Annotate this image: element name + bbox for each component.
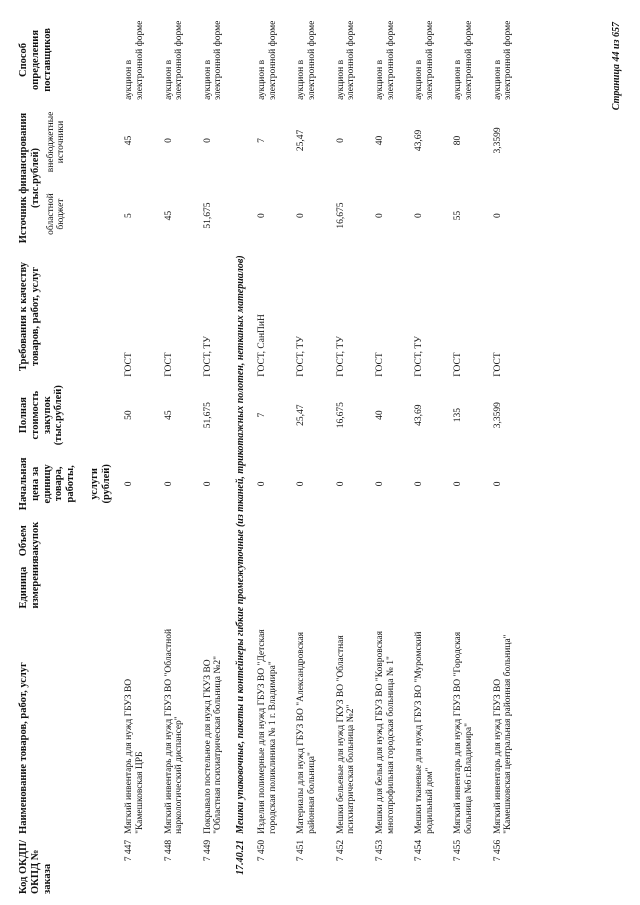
- cell-method: аукцион в электронной форме: [202, 20, 224, 100]
- cell-initial-price: 0: [163, 481, 174, 487]
- cell-funding-offbudget: 7: [257, 138, 268, 143]
- cell-funding-offbudget: 45: [124, 135, 135, 146]
- cell-unit: [326, 564, 365, 611]
- cell-funding-offbudget: 80: [453, 135, 464, 146]
- cell-full-cost: 51,675: [202, 402, 213, 429]
- cell-code: 7 454: [414, 839, 425, 862]
- cell-unit: [483, 564, 522, 611]
- cell-quality: ГОСТ: [163, 352, 174, 377]
- cell-funding-offbudget: 40: [374, 135, 385, 146]
- cell-full-cost: 135: [453, 408, 464, 423]
- cell-unit: [193, 564, 232, 611]
- cell-method: аукцион в электронной форме: [374, 20, 396, 100]
- cell-method: аукцион в электронной форме: [257, 20, 278, 100]
- cell-unit: [404, 564, 443, 611]
- cell-method: аукцион в электронной форме: [335, 20, 357, 100]
- cell-full-cost: 16,675: [335, 402, 346, 429]
- cell-volume: [193, 517, 232, 564]
- table-body: [114, 17, 522, 897]
- table-row: [114, 17, 153, 897]
- cell-quality: ГОСТ: [374, 352, 385, 377]
- cell-initial-price: 0: [124, 481, 135, 487]
- cell-name: Мягкий инвентарь для нужд ГБУЗ ВО "Камешковская центральная районная больница": [492, 634, 514, 834]
- table-row: [326, 17, 365, 897]
- cell-volume: [365, 517, 404, 564]
- cell-initial-price: 0: [453, 481, 464, 487]
- cell-funding-regional: 0: [296, 213, 307, 218]
- header-volume: Объем закупок: [18, 521, 41, 560]
- cell-code: 7 452: [335, 839, 346, 862]
- header-initial-price-note: услуги (рублей): [88, 464, 112, 504]
- cell-funding-regional: 55: [453, 210, 464, 221]
- cell-name: Мягкий инвентарь для нужд ГБУЗ ВО "Городская больница №6 г.Владимира": [453, 631, 475, 834]
- header-funding-offbudget: внебюджетные источники: [45, 111, 67, 173]
- header-code: Код ОКДП/ ОКПД № заказа: [18, 839, 53, 894]
- cell-method: аукцион в электронной форме: [163, 20, 185, 100]
- cell-full-cost: 3,3599: [492, 402, 503, 429]
- cell-funding-offbudget: 3,3599: [492, 127, 503, 154]
- cell-funding-regional: 16,675: [335, 202, 346, 229]
- header-full-cost: Полная стоимость закупок (тыс.рублей): [18, 385, 65, 446]
- cell-initial-price: 0: [335, 481, 346, 487]
- cell-funding-offbudget: 43,69: [414, 129, 425, 152]
- cell-initial-price: 0: [202, 481, 213, 487]
- cell-funding-offbudget: 25,47: [296, 129, 307, 152]
- cell-name: Покрывало постельное для нужд ГКУЗ ВО "Областная психиатрическая больница №2": [202, 655, 224, 834]
- table-header: [16, 17, 114, 897]
- cell-code: 7 448: [163, 839, 174, 862]
- procurement-table: [16, 17, 522, 897]
- cell-full-cost: 43,69: [414, 404, 425, 426]
- cell-quality: ГОСТ: [453, 352, 464, 377]
- table-row: [365, 17, 404, 897]
- cell-quality: ГОСТ, ТУ: [414, 336, 425, 377]
- cell-initial-price: 0: [492, 481, 503, 487]
- table-row: [483, 17, 522, 897]
- cell-unit: [365, 564, 404, 611]
- cell-name: Мешки для белья для нужд ГБУЗ ВО "Ковровская многопрофильная городская больница № 1": [374, 631, 396, 834]
- cell-unit: [286, 564, 325, 611]
- cell-full-cost: 40: [374, 410, 385, 420]
- cell-initial-price: 0: [296, 481, 307, 487]
- cell-quality: ГОСТ, ТУ: [202, 336, 213, 377]
- cell-method: аукцион в электронной форме: [492, 20, 514, 100]
- header-quality: Требования к качеству товаров, работ, услуг: [18, 261, 41, 371]
- cell-method: аукцион в электронной форме: [124, 20, 145, 100]
- cell-name: Изделия полимерные для нужд ГБУЗ ВО "Детская городская поликлиника № 1 г. Владимира": [257, 629, 278, 834]
- cell-funding-offbudget: 0: [163, 138, 174, 143]
- table-group-row: [232, 17, 247, 897]
- cell-code: 7 455: [453, 839, 464, 862]
- cell-volume: [247, 517, 286, 564]
- cell-code: 7 447: [124, 839, 135, 862]
- header-method: Способ определения поставщиков: [18, 28, 53, 92]
- header-funding: [16, 103, 114, 253]
- table-row: [404, 17, 443, 897]
- cell-name: Мягкий инвентарь для нужд ГБУЗ ВО "Камешковская ЦРБ: [124, 678, 145, 834]
- cell-funding-regional: 5: [124, 213, 135, 218]
- cell-method: аукцион в электронной форме: [414, 20, 435, 100]
- header-initial-price: [16, 451, 114, 518]
- cell-quality: ГОСТ, ТУ: [296, 336, 307, 377]
- cell-unit: [443, 564, 482, 611]
- cell-unit: [154, 564, 193, 611]
- cell-funding-regional: 0: [374, 213, 385, 218]
- header-funding-text: Источник финансирования (тыс.рублей): [18, 112, 41, 244]
- cell-funding-regional: 45: [163, 210, 174, 221]
- group-code: 17.40.21: [235, 839, 246, 875]
- header-name: Наименование товаров, работ, услуг: [18, 662, 29, 834]
- cell-initial-price: 0: [257, 481, 268, 487]
- cell-name: Мешки бельевые для нужд ГКУЗ ВО "Областная психиатрическая больница №2": [335, 635, 357, 834]
- table-row: [154, 17, 193, 897]
- cell-full-cost: 25,47: [296, 404, 307, 426]
- cell-full-cost: 45: [163, 410, 174, 420]
- cell-name: Материалы для нужд ГБУЗ ВО "Александровская районная больница": [296, 632, 318, 834]
- cell-initial-price: 0: [414, 481, 425, 487]
- cell-name: Мешки тканевые для нужд ГБУЗ ВО "Муромский родильный дом": [414, 631, 435, 834]
- cell-volume: [483, 517, 522, 564]
- cell-code: 7 449: [202, 839, 213, 862]
- cell-method: аукцион в электронной форме: [453, 20, 475, 100]
- table-row: [443, 17, 482, 897]
- cell-volume: [326, 517, 365, 564]
- cell-quality: ГОСТ: [124, 352, 135, 377]
- table-row: [247, 17, 286, 897]
- cell-quality: ГОСТ, ТУ: [335, 336, 346, 377]
- cell-funding-regional: 51,675: [202, 202, 213, 229]
- group-title: Мешки упаковочные, пакеты и контейнеры гибкие промежуточные (из тканей, трикотажных полотен, нетканых материалов): [235, 255, 246, 834]
- cell-code: 7 450: [257, 839, 268, 862]
- header-funding-regional: областной бюджет: [45, 193, 67, 235]
- cell-full-cost: 50: [124, 410, 135, 420]
- cell-volume: [443, 517, 482, 564]
- cell-volume: [154, 517, 193, 564]
- cell-funding-regional: 0: [414, 213, 425, 218]
- cell-quality: ГОСТ, СанПиН: [257, 314, 268, 377]
- cell-funding-offbudget: 0: [335, 138, 346, 143]
- cell-quality: ГОСТ: [492, 352, 503, 377]
- cell-unit: [114, 564, 153, 611]
- header-unit: Единица измерения: [18, 558, 41, 609]
- page-footer: Страница 44 из 657: [611, 22, 622, 111]
- cell-method: аукцион в электронной форме: [296, 20, 318, 100]
- cell-unit: [247, 564, 286, 611]
- table-row: [286, 17, 325, 897]
- cell-full-cost: 7: [257, 412, 268, 418]
- cell-funding-offbudget: 0: [202, 138, 213, 143]
- cell-name: Мягкий инвентарь для нужд ГБУЗ ВО "Областной наркологический диспансер": [163, 628, 185, 834]
- cell-funding-regional: 0: [257, 213, 268, 218]
- cell-initial-price: 0: [374, 481, 385, 487]
- header-initial-price-text: Начальная цена за единицу товара, работы,: [18, 457, 76, 511]
- cell-funding-regional: 0: [492, 213, 503, 218]
- cell-volume: [114, 517, 153, 564]
- cell-volume: [286, 517, 325, 564]
- table-row: [193, 17, 232, 897]
- cell-code: 7 456: [492, 839, 503, 862]
- cell-code: 7 451: [296, 839, 307, 862]
- cell-volume: [404, 517, 443, 564]
- cell-code: 7 453: [374, 839, 385, 862]
